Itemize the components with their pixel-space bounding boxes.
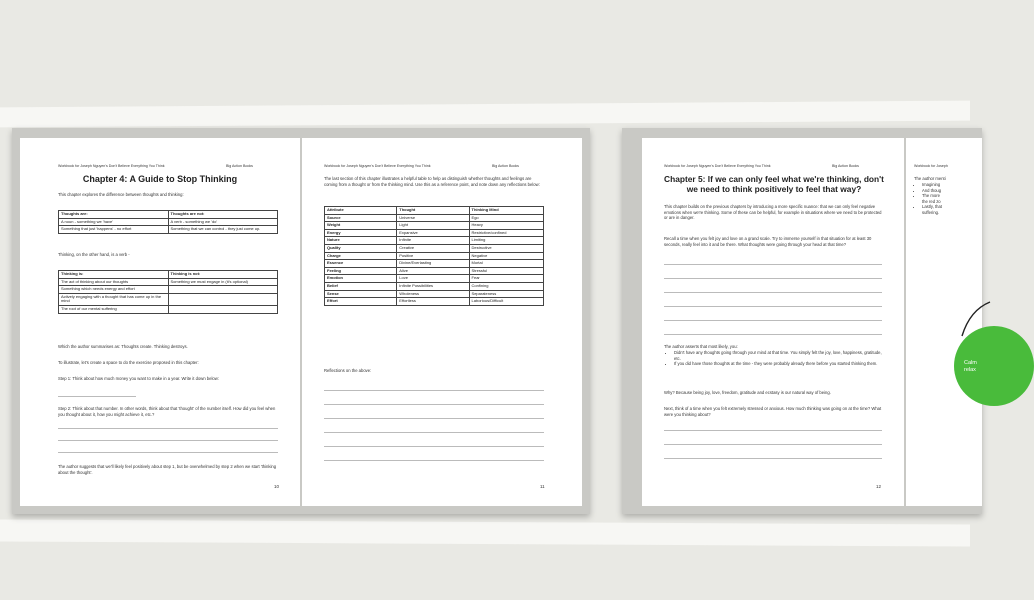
page-header — [914, 164, 948, 168]
circle-label — [964, 360, 994, 373]
table-cell: Weight — [325, 222, 397, 230]
table-cell: Wholeness — [397, 290, 469, 298]
table-header: Thought — [397, 207, 469, 215]
answer-line — [58, 452, 278, 453]
answer-line — [664, 320, 882, 321]
page-10 — [20, 138, 300, 506]
answer-line — [664, 292, 882, 293]
between-text: Thinking, on the other hand, is a verb - — [58, 252, 130, 257]
thoughts-table — [58, 210, 278, 234]
table-cell: Effort — [325, 298, 397, 306]
table-cell: Infinite Possibilities — [397, 282, 469, 290]
intro-text: This chapter explores the difference between thoughts and thinking: — [58, 192, 184, 197]
answer-line — [664, 458, 882, 459]
page-header — [58, 164, 253, 168]
header-right: Big Action Books — [226, 164, 253, 168]
bullet-list — [664, 350, 882, 367]
chapter-title: Chapter 5: If we can only feel what we're thinking, don't we need to think positively to feel that way? — [664, 174, 884, 194]
table-header: Thinking Mind — [469, 207, 543, 215]
table-cell — [168, 286, 278, 294]
table-cell: Sense — [325, 290, 397, 298]
closing-text: The author suggests that we'll likely feel positively about step 1, but be overwhelmed by step 2 when we start 'thinking about the thought'. — [58, 464, 277, 475]
answer-line — [664, 264, 882, 265]
table-cell: Heavy — [469, 222, 543, 230]
table-header: Attribute — [325, 207, 397, 215]
answer-line — [324, 418, 544, 419]
answer-line — [664, 444, 882, 445]
table-cell: Ego — [469, 214, 543, 222]
table-cell: Belief — [325, 282, 397, 290]
table-cell: A verb - something we 'do' — [168, 218, 278, 226]
circle-text: relax — [964, 366, 976, 373]
table-cell: Actively engaging with a thought that has come up in the mind — [59, 293, 169, 305]
table-cell: Limiting — [469, 237, 543, 245]
answer-line — [58, 428, 278, 429]
bullet-list — [914, 182, 1034, 216]
header-right: Big Action Books — [832, 164, 859, 168]
table-cell: Divine/Everlasting — [397, 260, 469, 268]
intro-text: This chapter builds on the previous chapters by introducing a more specific nuance: that we can only feel negative emotions when we're thinking. Some of these can be helpful, for example in situations where we need to be protected or are in danger. — [664, 204, 882, 221]
header-left: Workbook for Joseph Nguyen's Don't Believe Everything You Think — [664, 164, 771, 168]
table-cell: Positive — [397, 252, 469, 260]
table-cell: Infinite — [397, 237, 469, 245]
table-cell: Something which needs energy and effort — [59, 286, 169, 294]
book-spread-left — [12, 128, 590, 514]
table-cell: Something we must engage in (it's optional) — [168, 278, 278, 286]
table-cell: Emotion — [325, 275, 397, 283]
table-cell: Something that we can control - they just come up. — [168, 226, 278, 234]
header-left: Workbook for Joseph Nguyen's Don't Believe Everything You Think — [58, 164, 165, 168]
page-header — [324, 164, 519, 168]
list-item: the red zo — [922, 198, 941, 204]
table-cell: Universe — [397, 214, 469, 222]
table-header: Thoughts are not: — [168, 211, 278, 219]
table-cell: Creative — [397, 244, 469, 252]
table-cell: The act of thinking about our thoughts — [59, 278, 169, 286]
table-cell: Something that just 'happens' - no effort — [59, 226, 169, 234]
answer-line — [324, 404, 544, 405]
table-cell: Fear — [469, 275, 543, 283]
table-cell: Charge — [325, 252, 397, 260]
why-text: Why? Because being joy, love, freedom, gratitude and ecstasy is our natural way of being. — [664, 390, 831, 395]
table-cell: Stressful — [469, 267, 543, 275]
list-item: • Imagining — [922, 182, 1034, 188]
answer-line — [324, 460, 544, 461]
table-header: Thinking is not: — [168, 271, 278, 279]
table-cell: Quality — [325, 244, 397, 252]
table-cell: Expansive — [397, 229, 469, 237]
table-cell: Source — [325, 214, 397, 222]
answer-line — [664, 306, 882, 307]
table-cell: Alive — [397, 267, 469, 275]
intro-text: The author menti — [914, 176, 946, 181]
asserts-text: The author asserts that most likely, you: — [664, 344, 738, 349]
attribute-table — [324, 206, 544, 306]
answer-line — [664, 278, 882, 279]
answer-line — [58, 396, 136, 397]
table-cell: Negative — [469, 252, 543, 260]
table-cell: Energy — [325, 229, 397, 237]
brush-stroke-bottom — [0, 519, 970, 546]
list-item: • And thoug — [922, 188, 1034, 194]
list-item: suffering. — [922, 209, 940, 215]
page-12 — [642, 138, 904, 506]
summary-text: Which the author summarises as: Thoughts create. Thinking destroys. — [58, 344, 188, 349]
table-cell: Separateness — [469, 290, 543, 298]
table-cell — [168, 293, 278, 305]
table-cell: A noun - something we 'have' — [59, 218, 169, 226]
page-header — [664, 164, 859, 168]
page-number: 10 — [274, 484, 280, 489]
answer-line — [324, 432, 544, 433]
next-text: Next, think of a time when you felt extremely stressed or anxious. How much thinking was going on at the time? What were you thinking about? — [664, 406, 882, 417]
book-spread-right — [622, 128, 982, 514]
answer-line — [664, 334, 882, 335]
reflections-label: Reflections on the above: — [324, 368, 372, 373]
thinking-table — [58, 270, 278, 314]
answer-line — [324, 390, 544, 391]
table-cell: Light — [397, 222, 469, 230]
list-item: • The more — [922, 193, 1034, 199]
page-number: 11 — [540, 484, 545, 489]
step-1-text: Step 1: Think about how much money you want to make in a year. Write it down below: — [58, 376, 219, 381]
intro-text: The last section of this chapter illustrates a helpful table to help as distinguish whether thoughts and feelings are coming from a thought or from the thinking mind. Use this as a reference point, and note down any reflections below: — [324, 176, 540, 187]
recall-text: Recall a time when you felt joy and love on a grand scale. Try to immerse yourself in that situation for at least 30 seconds, really feel into it and be there. What thoughts were going through your head at that time? — [664, 236, 872, 247]
table-cell: The root of our mental suffering — [59, 305, 169, 313]
table-header: Thinking is: — [59, 271, 169, 279]
answer-line — [324, 446, 544, 447]
header-left: Workbook for Joseph Nguyen's Don't Believe Everything You Think — [324, 164, 431, 168]
header-right: Big Action Books — [492, 164, 519, 168]
table-cell: Love — [397, 275, 469, 283]
circle-text: Calm — [964, 360, 977, 366]
page-13 — [906, 138, 982, 506]
table-header: Thoughts are: — [59, 211, 169, 219]
illustrate-text: To illustrate, let's create a space to do the exercise proposed in this chapter: — [58, 360, 199, 365]
table-cell: Essence — [325, 260, 397, 268]
table-cell: Laborious/Difficult — [469, 298, 543, 306]
page-11 — [302, 138, 582, 506]
table-cell: Restrictive/confined — [469, 229, 543, 237]
table-cell: Feeling — [325, 267, 397, 275]
table-cell: Effortless — [397, 298, 469, 306]
answer-line — [58, 440, 278, 441]
answer-line — [664, 430, 882, 431]
brush-stroke-top — [0, 101, 970, 128]
page-number: 12 — [876, 484, 882, 489]
chapter-title: Chapter 4: A Guide to Stop Thinking — [82, 174, 238, 184]
table-cell: Destructive — [469, 244, 543, 252]
table-cell — [168, 305, 278, 313]
table-cell: Confining — [469, 282, 543, 290]
table-cell: Nature — [325, 237, 397, 245]
list-item: • Lastly, that — [922, 204, 1034, 210]
list-item: • Didn't have any thoughts going through your mind at that time. You simply felt the joy, love, happiness, gratitude, etc. — [674, 350, 882, 361]
list-item: • If you did have those thoughts at the time - they were probably already there before you started thinking them. — [674, 361, 882, 367]
table-cell: Mortal — [469, 260, 543, 268]
header-left: Workbook for Joseph — [914, 164, 948, 168]
step-2-text: Step 2: Think about that number. In other words, think about that 'thought' of the number itself. How did you feel when you thought about it, how you might achieve it, etc.? — [58, 406, 276, 417]
